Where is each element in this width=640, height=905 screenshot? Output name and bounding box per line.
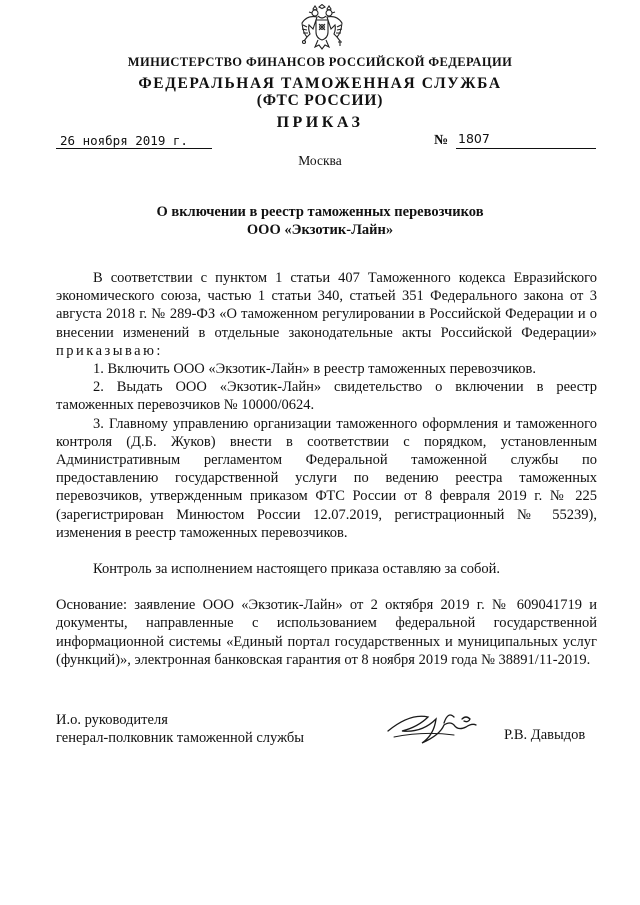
signer-name: Р.В. Давыдов bbox=[504, 727, 586, 743]
handwritten-signature-icon bbox=[384, 707, 504, 747]
signer-position bbox=[56, 711, 304, 747]
preamble-text: В соответствии с пунктом 1 статьи 407 Таможенного кодекса Евразийского экономического союза, частью 1 статьи 340, статьей 351 Федерального закона от 3 августа 2018 г. № 289-ФЗ «О таможенном регулировании в Российской Федерации и о внесении изменений в отдельные законодательные акты Российской Федерации» bbox=[56, 270, 597, 341]
number-underline bbox=[456, 148, 596, 149]
item-2: 2. Выдать ООО «Экзотик-Лайн» свидетельство о включении в реестр таможенных перевозчиков № 10000/0624. bbox=[56, 379, 597, 414]
control-paragraph: Контроль за исполнением настоящего приказа оставляю за собой. bbox=[93, 561, 501, 578]
document-type: ПРИКАЗ bbox=[276, 114, 364, 131]
order-word: приказываю: bbox=[56, 342, 163, 359]
title-line-2: ООО «Экзотик-Лайн» bbox=[246, 222, 394, 238]
signer-position-line-1: И.о. руководителя bbox=[56, 712, 168, 728]
order-number: 1807 bbox=[458, 131, 490, 146]
city: Москва bbox=[298, 153, 342, 168]
number-sign: № bbox=[434, 133, 449, 148]
basis-paragraph: Основание: заявление ООО «Экзотик-Лайн» от 2 октября 2019 г. № 609041719 и документы, направленные с использованием федеральной государственной информационной системы «Единый портал государственных и муниципальных услуг (функций)», электронная банковская гарантия от 8 ноября 2019 года № 38891/11-2019. bbox=[56, 597, 597, 668]
service-short-name: (ФТС РОССИИ) bbox=[256, 92, 384, 109]
item-3: 3. Главному управлению организации таможенного оформления и таможенного контроля (Д.Б. Жуков) внести в соответствии с порядком, установленным Административным регламентом Федеральной таможенной службы по предоставлению государственной услуги по ведению реестра таможенных перевозчиков, утвержденным приказом ФТС России от 8 февраля 2019 г. № 225 (зарегистрирован Минюстом России 12.07.2019, регистрационный № 55239), изменения в реестр таможенных перевозчиков. bbox=[56, 415, 597, 541]
document-title bbox=[0, 203, 640, 239]
title-line-1: О включении в реестр таможенных перевозчиков bbox=[156, 204, 484, 220]
order-date: 26 ноября 2019 г. bbox=[60, 133, 188, 148]
item-1: 1. Включить ООО «Экзотик-Лайн» в реестр таможенных перевозчиков. bbox=[93, 361, 537, 378]
service-name: ФЕДЕРАЛЬНАЯ ТАМОЖЕННАЯ СЛУЖБА bbox=[138, 75, 502, 92]
preamble-paragraph bbox=[56, 269, 597, 360]
date-underline bbox=[56, 148, 212, 149]
ministry-name: МИНИСТЕРСТВО ФИНАНСОВ РОССИЙСКОЙ ФЕДЕРАЦИИ bbox=[127, 55, 513, 69]
double-headed-eagle-emblem-icon bbox=[299, 4, 345, 52]
document-body bbox=[56, 269, 597, 669]
signer-position-line-2: генерал-полковник таможенной службы bbox=[56, 730, 305, 746]
